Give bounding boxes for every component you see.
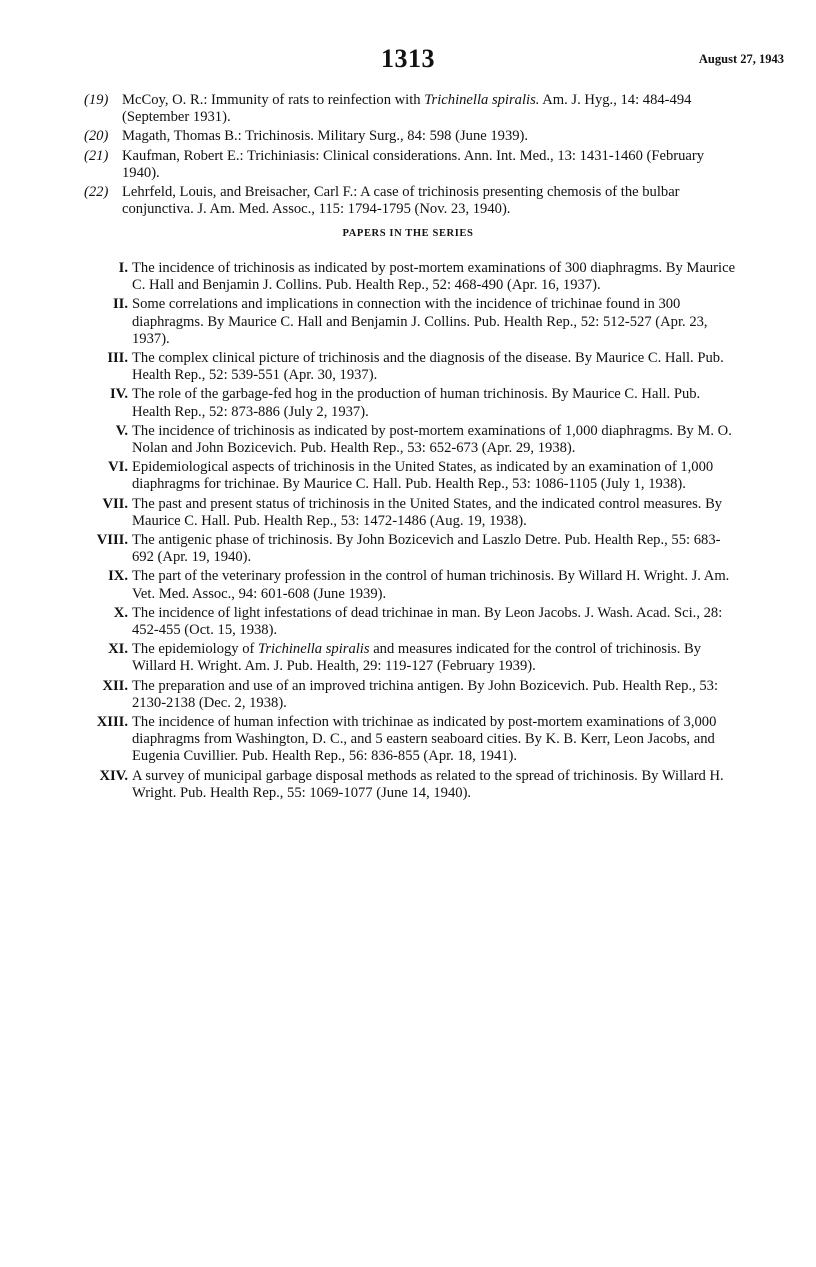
- paper-species: Trichinella spiralis: [258, 641, 370, 658]
- papers-list: [72, 260, 736, 804]
- paper-number: XI.: [108, 641, 128, 658]
- paper-text: The incidence of trichinosis as indicated by post-mortem examinations of 1,000 diaphragms. By M. O. Nolan and John Bozicevich. Pub. Health Rep., 53: 652-673 (Apr. 29, 1938).: [132, 422, 732, 457]
- reference-number: (22): [84, 184, 109, 201]
- reference-number: (19): [84, 92, 109, 108]
- reference-item: [84, 92, 736, 126]
- paper-text: Some correlations and implications in connection with the incidence of trichinae found in 300 diaphragms. By Maurice C. Hall and Benjamin J. Collins. Pub. Health Rep., 52: 512-527 (Apr. 23, 1937).: [132, 296, 708, 347]
- issue-date: August 27, 1943: [698, 52, 784, 66]
- paper-item: [72, 605, 736, 639]
- paper-item: [72, 260, 736, 294]
- paper-text: A survey of municipal garbage disposal methods as related to the spread of trichinosis. By Willard H. Wright. Pub. Health Rep., 55: 1069-1077 (June 14, 1940).: [132, 767, 724, 801]
- paper-text: The part of the veterinary profession in the control of human trichinosis. By Willard H. Wright. J. Am. Vet. Med. Assoc., 94: 601-608 (June 1939).: [132, 568, 730, 602]
- paper-item: [72, 678, 736, 712]
- reference-species: Trichinella spiralis.: [424, 92, 540, 108]
- reference-number: (20): [84, 128, 109, 145]
- paper-text: The past and present status of trichinosis in the United States, and the indicated control measures. By Maurice C. Hall. Pub. Health Rep., 53: 1472-1486 (Aug. 19, 1938).: [132, 495, 723, 529]
- paper-text: The incidence of light infestations of dead trichinae in man. By Leon Jacobs. J. Wash. Acad. Sci., 28: 452-455 (Oct. 15, 1938).: [132, 604, 723, 639]
- paper-text: The incidence of human infection with trichinae as indicated by post-mortem examinations of 3,000 diaphragms from Washington, D. C., and 5 eastern seaboard cities. By K. B. Kerr, Leon Jacobs, and Eugenia Cuvillier. Pub. Health Rep., 56: 836-855 (Apr. 18, 1941).: [132, 714, 717, 765]
- paper-number: XIV.: [99, 767, 128, 784]
- reference-item: [84, 148, 736, 182]
- paper-number: I.: [118, 260, 128, 276]
- paper-text: The antigenic phase of trichinosis. By John Bozicevich and Laszlo Detre. Pub. Health Rep., 55: 683-692 (Apr. 19, 1940).: [132, 532, 721, 566]
- paper-text: Epidemiological aspects of trichinosis in the United States, as indicated by an examination of 1,000 diaphragms for trichinae. By Maurice C. Hall. Pub. Health Rep., 53: 1086-1105 (July 1, 1938).: [132, 459, 714, 493]
- paper-number: IX.: [108, 568, 128, 585]
- paper-item: [72, 768, 736, 802]
- paper-number: VI.: [108, 459, 128, 476]
- paper-number: VIII.: [96, 532, 128, 549]
- paper-number: II.: [112, 296, 128, 313]
- reference-text: Kaufman, Robert E.: Trichiniasis: Clinical considerations. Ann. Int. Med., 13: 1431-1460 (February 1940).: [122, 147, 705, 181]
- reference-text: Magath, Thomas B.: Trichinosis. Military Surg., 84: 598 (June 1939).: [122, 128, 529, 145]
- paper-text-head: The epidemiology of: [132, 641, 259, 658]
- paper-item: [72, 532, 736, 566]
- paper-text: [132, 641, 736, 675]
- paper-number: III.: [107, 350, 128, 367]
- reference-item: [84, 128, 736, 145]
- reference-number: (21): [84, 147, 109, 164]
- paper-text-tail: and measures indicated for the control of trichinosis. By Willard H. Wright. Am. J. Pub. Health, 29: 119-127 (February 1939).: [132, 641, 702, 675]
- reference-text: McCoy, O. R.: Immunity of rats to reinfection with: [122, 92, 425, 108]
- paper-text: The role of the garbage-fed hog in the production of human trichinosis. By Maurice C. Hall. Pub. Health Rep., 52: 873-886 (July 2, 1937).: [132, 386, 701, 420]
- reference-text: Lehrfeld, Louis, and Breisacher, Carl F.: A case of trichinosis presenting chemosis of the bulbar conjunctiva. J. Am. Med. Assoc., 115: 1794-1795 (Nov. 23, 1940).: [122, 184, 680, 218]
- paper-item: [72, 459, 736, 493]
- reference-text-tail: Am. J. Hyg., 14: 484-494 (September 1931).: [122, 92, 692, 126]
- paper-item: [72, 386, 736, 420]
- paper-number: IV.: [110, 386, 128, 403]
- paper-item: [72, 568, 736, 602]
- page-number: 1313: [381, 44, 435, 73]
- paper-number: VII.: [102, 495, 128, 512]
- paper-item: [72, 641, 736, 675]
- paper-item: [72, 350, 736, 384]
- paper-item: [72, 423, 736, 457]
- paper-number: X.: [113, 604, 128, 621]
- paper-number: XII.: [102, 677, 128, 694]
- paper-text: The preparation and use of an improved trichina antigen. By John Bozicevich. Pub. Health Rep., 53: 2130-2138 (Dec. 2, 1938).: [132, 677, 719, 711]
- paper-number: V.: [115, 422, 128, 439]
- paper-text: The incidence of trichinosis as indicated by post-mortem examinations of 300 diaphragms. By Maurice C. Hall and Benjamin J. Collins. Pub. Health Rep., 52: 468-490 (Apr. 16, 1937).: [132, 260, 736, 294]
- paper-item: [72, 296, 736, 348]
- paper-text: The complex clinical picture of trichinosis and the diagnosis of the disease. By Maurice C. Hall. Pub. Health Rep., 52: 539-551 (Apr. 30, 1937).: [132, 350, 724, 384]
- paper-number: XIII.: [96, 714, 128, 731]
- reference-item: [84, 184, 736, 218]
- reference-list: [84, 92, 736, 220]
- paper-item: [72, 714, 736, 766]
- series-heading: PAPERS IN THE SERIES: [342, 228, 474, 239]
- paper-item: [72, 496, 736, 530]
